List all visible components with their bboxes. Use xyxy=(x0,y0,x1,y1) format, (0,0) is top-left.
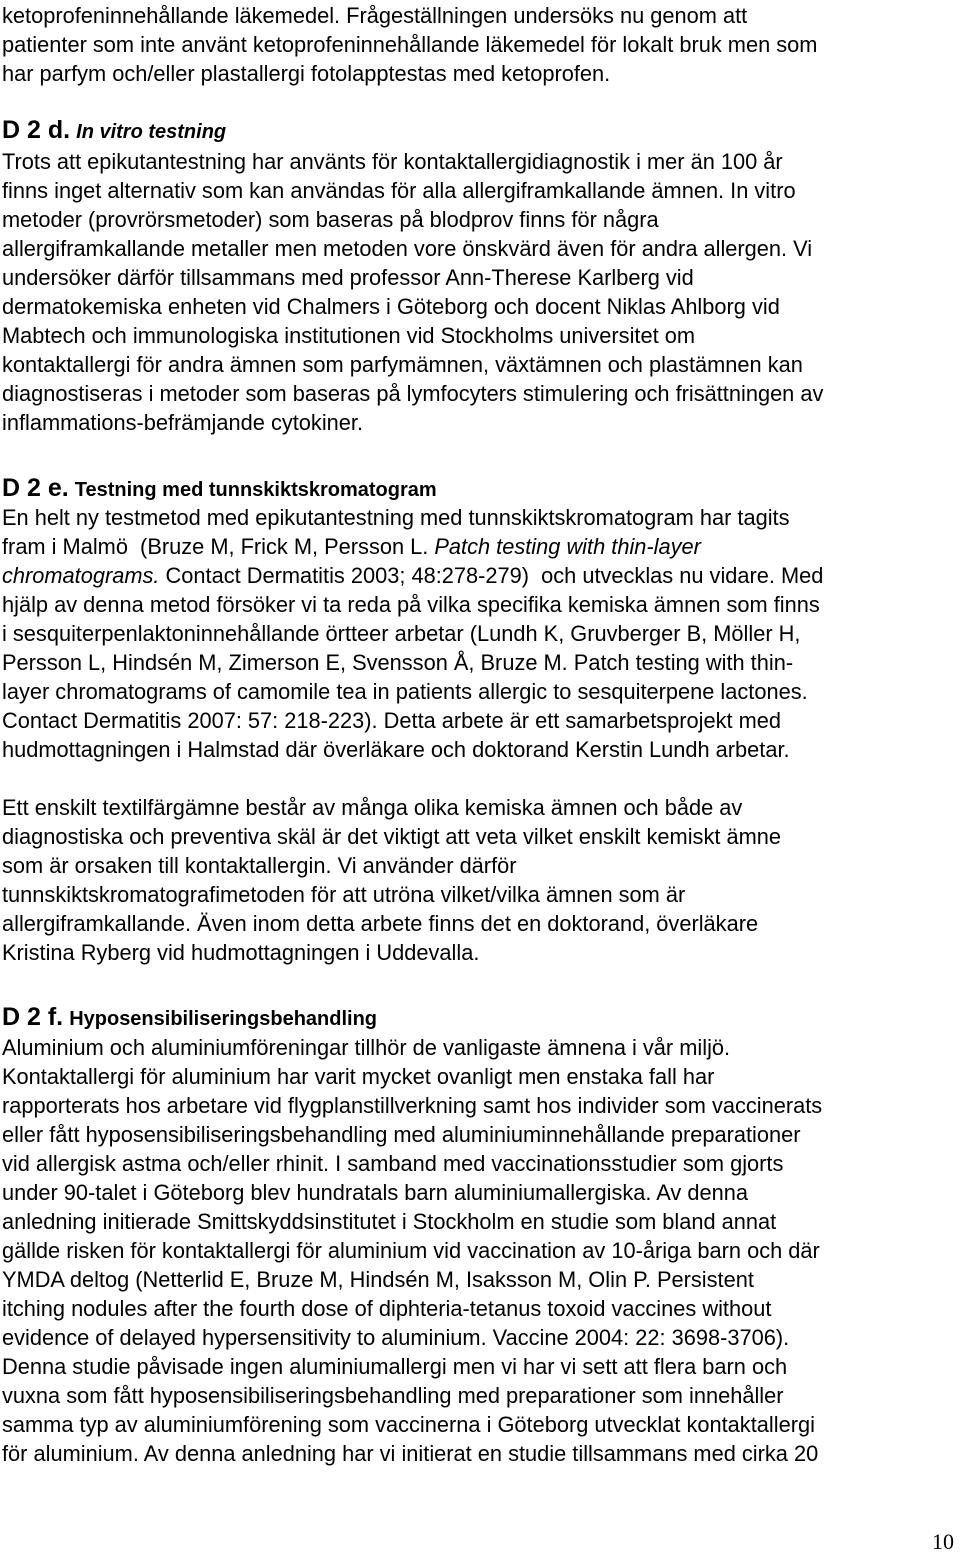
section-d-line: metoder (provrörsmetoder) som baseras på blodprov finns för några xyxy=(2,207,659,232)
section-e-citation-title: chromatograms. xyxy=(2,563,160,588)
section-f-line: Denna studie påvisade ingen aluminiumallergi men vi har vi sett att flera barn och xyxy=(2,1354,788,1379)
section-f-heading xyxy=(2,1004,377,1032)
section-e-line: layer chromatograms of camomile tea in patients allergic to sesquiterpene lactones. xyxy=(2,679,808,704)
section-e-para2-line: diagnostiska och preventiva skäl är det viktigt att veta vilket enskilt kemiskt ämne xyxy=(2,824,781,849)
section-e-line: hjälp av denna metod försöker vi ta reda på vilka specifika kemiska ämnen som finns xyxy=(2,592,820,617)
section-f-line: eller fått hyposensibiliseringsbehandling med aluminiuminnehållande preparationer xyxy=(2,1122,801,1147)
section-d-line: Mabtech och immunologiska institutionen vid Stockholms universitet om xyxy=(2,323,695,348)
section-e-text: fram i Malmö (Bruze M, Frick M, Persson L. xyxy=(2,534,435,559)
section-f-line: vuxna som fått hyposensibiliseringsbehandling med preparationer som innehåller xyxy=(2,1383,784,1408)
section-e-para2-line: som är orsaken till kontaktallergin. Vi använder därför xyxy=(2,853,517,878)
section-e-para2-line: allergiframkallande. Även inom detta arbete finns det en doktorand, överläkare xyxy=(2,911,759,936)
section-e-heading xyxy=(2,475,437,503)
section-f-line: för aluminium. Av denna anledning har vi initierat en studie tillsammans med cirka 20 xyxy=(2,1441,819,1466)
section-d-line: finns inget alternativ som kan användas för alla allergiframkallande ämnen. In vitro xyxy=(2,178,796,203)
section-d-line: dermatokemiska enheten vid Chalmers i Göteborg och docent Niklas Ahlborg vid xyxy=(2,294,780,319)
section-f-line: gällde risken för kontaktallergi för aluminium vid vaccination av 10-åriga barn och där xyxy=(2,1238,820,1263)
section-f-title: Hyposensibiliseringsbehandling xyxy=(69,1008,378,1030)
section-d-line: inflammations-befrämjande cytokiner. xyxy=(2,410,364,435)
section-e-line: En helt ny testmetod med epikutantestning med tunnskiktskromatogram har tagits xyxy=(2,505,790,530)
section-e-line xyxy=(2,534,701,560)
section-d-line: diagnostiseras i metoder som baseras på lymfocyters stimulering och frisättningen av xyxy=(2,381,824,406)
section-f-line: itching nodules after the fourth dose of diphteria-tetanus toxoid vaccines without xyxy=(2,1296,772,1321)
section-d-line: undersöker därför tillsammans med professor Ann-Therese Karlberg vid xyxy=(2,265,694,290)
section-f-code: D 2 f. xyxy=(2,1003,64,1031)
section-e-line: Contact Dermatitis 2007: 57: 218-223). Detta arbete är ett samarbetsprojekt med xyxy=(2,708,782,733)
section-f-line: Aluminium och aluminiumföreningar tillhör de vanligaste ämnena i vår miljö. xyxy=(2,1035,731,1060)
section-f-line: Kontaktallergi för aluminium har varit mycket ovanligt men enstaka fall har xyxy=(2,1064,715,1089)
page-number: 10 xyxy=(932,1529,954,1554)
section-e-code: D 2 e. xyxy=(2,474,69,502)
section-f-line: evidence of delayed hypersensitivity to aluminium. Vaccine 2004: 22: 3698-3706). xyxy=(2,1325,790,1350)
section-d-line: kontaktallergi för andra ämnen som parfymämnen, växtämnen och plastämnen kan xyxy=(2,352,803,377)
section-e-citation-title: Patch testing with thin-layer xyxy=(434,534,701,559)
section-e-line xyxy=(2,563,823,589)
intro-line-2: patienter som inte använt ketoprofeninnehållande läkemedel för lokalt bruk men som xyxy=(2,32,818,57)
section-f-line: under 90-talet i Göteborg blev hundratals barn aluminiumallergiska. Av denna xyxy=(2,1180,748,1205)
section-f-line: rapporterats hos arbetare vid flygplanstillverkning samt hos individer som vaccinerats xyxy=(2,1093,823,1118)
section-e-text: Contact Dermatitis 2003; 48:278-279) och utvecklas nu vidare. Med xyxy=(159,563,824,588)
intro-line-1: ketoprofeninnehållande läkemedel. Frågeställningen undersöks nu genom att xyxy=(2,3,748,28)
section-f-line: vid allergisk astma och/eller rhinit. I samband med vaccinationsstudier som gjorts xyxy=(2,1151,784,1176)
section-e-para2-line: Kristina Ryberg vid hudmottagningen i Uddevalla. xyxy=(2,940,480,965)
section-e-line: Persson L, Hindsén M, Zimerson E, Svensson Å, Bruze M. Patch testing with thin- xyxy=(2,650,794,675)
section-d-title: In vitro testning xyxy=(76,121,227,143)
section-e-para2-line: Ett enskilt textilfärgämne består av många olika kemiska ämnen och både av xyxy=(2,795,743,820)
section-e-title: Testning med tunnskiktskromatogram xyxy=(74,479,437,501)
section-e-line: hudmottagningen i Halmstad där överläkare och doktorand Kerstin Lundh arbetar. xyxy=(2,737,790,762)
section-d-code: D 2 d. xyxy=(2,116,71,144)
section-d-heading xyxy=(2,117,226,145)
section-f-line: anledning initierade Smittskyddsinstitutet i Stockholm en studie som bland annat xyxy=(2,1209,777,1234)
section-e-line: i sesquiterpenlaktoninnehållande örtteer arbetar (Lundh K, Gruvberger B, Möller H, xyxy=(2,621,801,646)
intro-line-3: har parfym och/eller plastallergi fotolapptestas med ketoprofen. xyxy=(2,61,611,86)
section-d-line: Trots att epikutantestning har använts för kontaktallergidiagnostik i mer än 100 år xyxy=(2,149,783,174)
section-d-line: allergiframkallande metaller men metoden vore önskvärd även för andra allergen. Vi xyxy=(2,236,813,261)
section-e-para2-line: tunnskiktskromatografimetoden för att utröna vilket/vilka ämnen som är xyxy=(2,882,686,907)
section-f-line: YMDA deltog (Netterlid E, Bruze M, Hindsén M, Isaksson M, Olin P. Persistent xyxy=(2,1267,754,1292)
section-f-line: samma typ av aluminiumförening som vaccinerna i Göteborg utvecklat kontaktallergi xyxy=(2,1412,815,1437)
